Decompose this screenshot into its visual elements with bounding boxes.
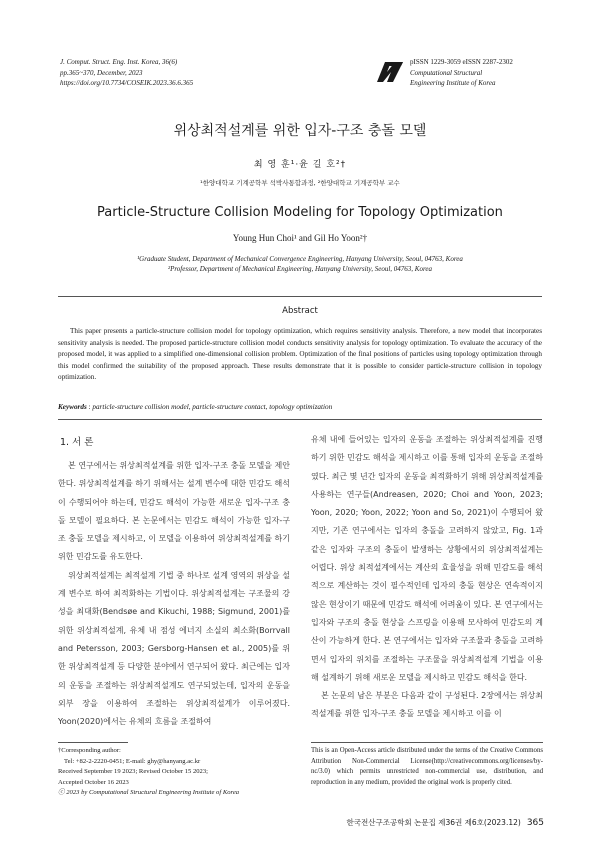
- footnote-rule: [58, 742, 128, 743]
- received-dates: Received September 19 2023; Revised October 15 2023;: [58, 768, 208, 776]
- keywords: [58, 403, 542, 411]
- doi-link[interactable]: https://doi.org/10.7734/COSEIK.2023.36.6.365: [60, 79, 194, 87]
- publisher-line-1: Computational Structural: [410, 68, 483, 77]
- open-access-rule: [311, 742, 543, 743]
- open-access-notice: This is an Open-Access article distributed under the terms of the Creative Commons Attribution Non-Commercial License(http://creativecommons.org/licenses/by-nc/3.0) which permits unrestricted non-commercial use, distribution, and reproduction in any medium, provided the original work is properly cited.: [311, 747, 543, 786]
- title-english: Particle-Structure Collision Modeling for Topology Optimization: [97, 205, 503, 220]
- abstract-bottom-rule: [58, 419, 542, 420]
- journal-citation: [60, 57, 193, 89]
- accepted-date: Accepted October 16 2023: [58, 778, 129, 786]
- paragraph: 본 논문의 남은 부분은 다음과 같이 구성된다. 2장에서는 위상최적설계를 위한 입자-구조 충돌 모델을 제시하고 이를 이: [311, 691, 543, 719]
- paragraph: 유체 내에 들어있는 입자의 운동을 조절하는 위상최적설계를 진행하기 위한 민감도 해석을 제시하고 이를 통해 입자의 운동을 조절하였다. 최근 몇 년간 입자의 운동을 최적화하기 위해 위상최적설계를 사용하는 연구들(Andreasen, 2020; Choi and Yoon, 2023; Yoon, 2020; Yoon, 2022; Yoon and So, 2021)이 수행되어 왔지만, 기존 연구에서는 입자의 충돌을 고려하지 않았고, Fig. 1과 같은 입자와 구조의 충돌이 발생하는 상황에서의 위상최적설계는 어렵다. 위상 최적설계에서는 계산의 효율성을 위해 민감도를 해석적으로 계산하는 것이 필수적인데 입자의 충돌 현상은 연속적이지 않은 현상이기 때문에 민감도 해석에 어려움이 있다. 본 연구에서는 입자와 구조의 충돌 현상을 스프링을 이용해 모사하여 민감도의 계산이 가능하게 한다. 본 연구에서는 입자와 구조물과 충돌을 고려하면서 입자의 위치를 조절하는 구조물을 위상최적설계 기법을 이용해 설계하기 위해 새로운 모델을 제시하고 민감도 해석을 한다.: [311, 435, 543, 682]
- paragraph: 본 연구에서는 위상최적설계를 위한 입자-구조 충돌 모델을 제안한다. 위상최적설계를 하기 위해서는 설계 변수에 대한 민감도 해석이 수행되어야 하는데, 민감도 해석이 가능한 새로운 입자-구조 충돌 모델이 필요하다. 본 논문에서는 민감도 해석이 가능한 입자-구조 충돌 모델을 제시하고, 이 모델을 이용하여 위상최적설계를 하기 위한 민감도를 유도한다.: [58, 461, 290, 562]
- footnote: [58, 746, 298, 799]
- right-column: [311, 431, 543, 724]
- issn-block: [410, 57, 513, 89]
- keywords-text: particle-structure collision model, particle-structure contact, topology optimization: [92, 403, 333, 411]
- corresponding-author: †Corresponding author:: [58, 747, 121, 754]
- title-korean: 위상최적설계를 위한 입자-구조 충돌 모델: [173, 123, 427, 139]
- abstract-text: This paper presents a particle-structure collision model for topology optimization, which requires sensitivity analysis. Therefore, a new model that incorporates sensitivity analysis is needed. The proposed particle-structure collision model conducts sensitivity analysis for topology optimization. To evaluate the accuracy of the proposed model, it was applied to a simplified one-dimensional collision problem. Optimization of the final positions of particles using topology optimization through this model confirmed the suitability of the proposed approach. These results demonstrate that it is possible to consider particle-structure collision in topology optimization.: [58, 327, 542, 382]
- issn: pISSN 1229-3059 eISSN 2287-2302: [410, 58, 513, 66]
- affiliation-english-2: ²Professor, Department of Mechanical Engineering, Hanyang University, Seoul, 04763, Korea: [167, 265, 433, 273]
- affiliation-korean: ¹한양대학교 기계공학부 석박사통합과정, ²한양대학교 기계공학부 교수: [200, 179, 400, 187]
- section-heading: 1. 서 론: [60, 437, 94, 448]
- authors-korean: 최 영 훈¹·윤 길 호²†: [253, 160, 347, 170]
- abstract-heading: Abstract: [282, 306, 318, 316]
- journal-line-1: J. Comput. Struct. Eng. Inst. Korea, 36(6): [60, 58, 178, 66]
- journal-logo-icon: [375, 58, 405, 84]
- journal-line-2: pp.365~370, December, 2023: [60, 68, 143, 77]
- keywords-label: Keywords: [58, 403, 87, 411]
- authors-english: Young Hun Choi¹ and Gil Ho Yoon²†: [232, 233, 368, 243]
- left-column: [58, 457, 290, 731]
- journal-issue: 한국전산구조공학회 논문집 제36권 제6호(2023.12): [346, 818, 521, 827]
- affiliation-english-1: ¹Graduate Student, Department of Mechanical Convergence Engineering, Hanyang University, Seoul, 04763, Korea: [137, 255, 463, 263]
- paragraph: 위상최적설계는 최적설계 기법 중 하나로 설계 영역의 위상을 설계 변수로 하여 최적화하는 기법이다. 위상최적설계는 구조물의 강성을 최대화(Bendsøe and Kikuchi, 1988; Sigmund, 2001)를 위한 위상최적설계, 유체 내 점성 에너지 소실의 최소화(Borrvall and Petersson, 2003; Gersborg-Hansen et al., 2005)를 위한 위상최적설계 등 다양한 분야에서 연구되어 왔다. 최근에는 입자의 운동을 조절하는 위상최적설계도 연구되었는데, 입자의 운동을 외부 장을 이용하여 조절하는 위상최적설계가 이루어졌다. Yoon(2020)에서는 유체의 흐름을 조절하여: [58, 570, 290, 727]
- publisher-line-2: Engineering Institute of Korea: [410, 79, 496, 87]
- copyright: ⓒ 2023 by Computational Structural Engineering Institute of Korea: [58, 789, 240, 797]
- page-footer: [320, 817, 544, 828]
- abstract-top-rule: [58, 296, 542, 297]
- affiliation-english: [0, 254, 600, 274]
- page-number: 365: [526, 818, 544, 828]
- contact-info: Tel: +82-2-2220-0451; E-mail: ghy@hanyang.ac.kr: [64, 757, 201, 765]
- keywords-separator: :: [86, 403, 93, 411]
